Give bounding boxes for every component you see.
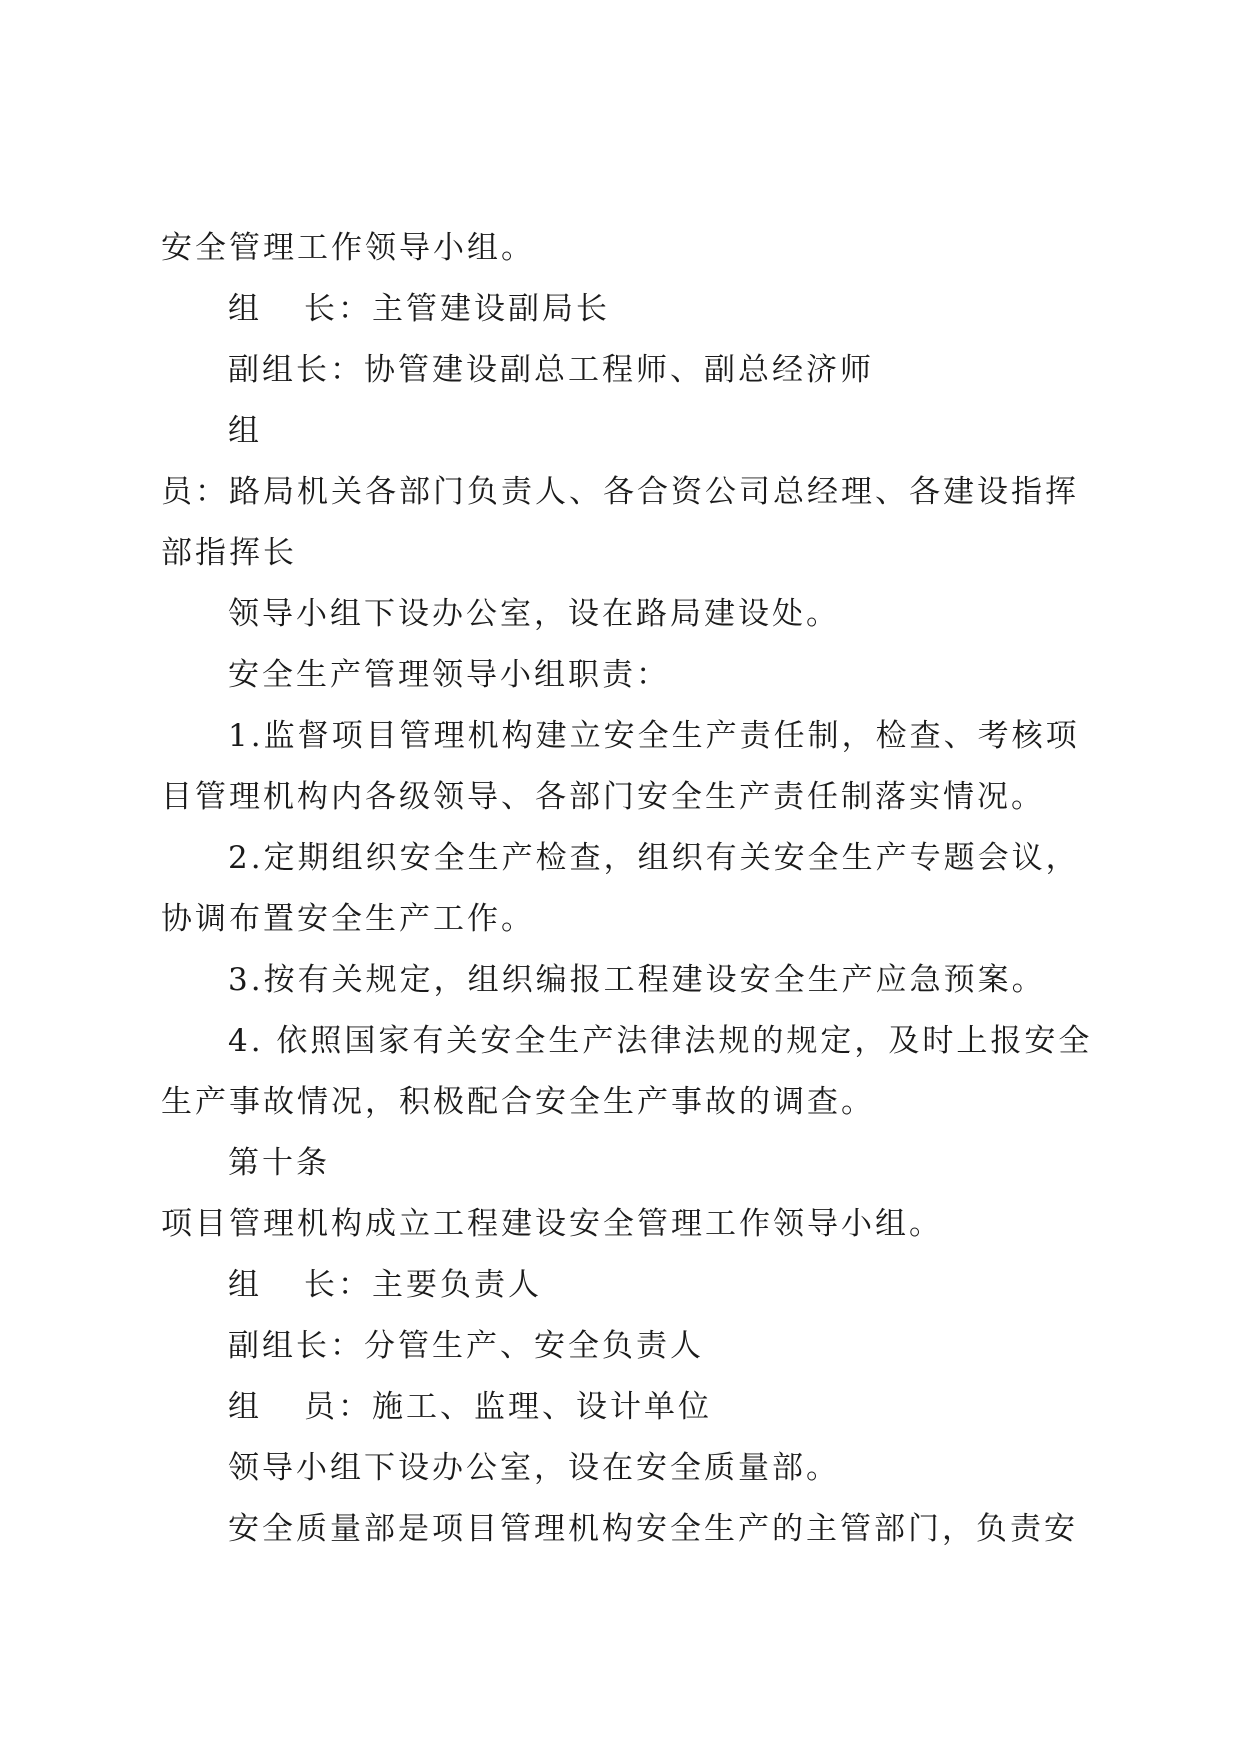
text-line-13: 3.按有关规定，组织编报工程建设安全生产应急预案。 (228, 962, 1046, 998)
text-line-19: 副组长：分管生产、安全负责人 (228, 1328, 704, 1364)
text-line-22: 安全质量部是项目管理机构安全生产的主管部门，负责安 (228, 1511, 1078, 1547)
article-heading: 第十条 (228, 1145, 330, 1181)
text-line-15: 生产事故情况，积极配合安全生产事故的调查。 (161, 1084, 875, 1120)
text-line-7: 领导小组下设办公室，设在路局建设处。 (228, 596, 840, 632)
label-zuzhang: 长：主管建设副局长 (304, 291, 610, 327)
text-line-3: 副组长：协管建设副总工程师、副总经济师 (228, 352, 874, 388)
label-zu-3: 组 (228, 1389, 262, 1425)
text-line-2 (228, 289, 610, 329)
text-line-11: 2.定期组织安全生产检查，组织有关安全生产专题会议， (228, 840, 1080, 876)
text-line-9: 1.监督项目管理机构建立安全生产责任制，检查、考核项 (228, 718, 1080, 754)
text-line-6: 部指挥长 (161, 535, 297, 571)
text-line-8: 安全生产管理领导小组职责： (228, 657, 670, 693)
text-line-5: 员：路局机关各部门负责人、各合资公司总经理、各建设指挥 (161, 474, 1079, 510)
text-line-12: 协调布置安全生产工作。 (161, 901, 535, 937)
text-line-17: 项目管理机构成立工程建设安全管理工作领导小组。 (161, 1206, 943, 1242)
text-line-14: 4. 依照国家有关安全生产法律法规的规定，及时上报安全 (228, 1023, 1093, 1059)
text-line-10: 目管理机构内各级领导、各部门安全生产责任制落实情况。 (161, 779, 1045, 815)
text-line-4: 组 (228, 413, 262, 449)
label-zu: 组 (228, 291, 262, 327)
text-line-1: 安全管理工作领导小组。 (161, 230, 535, 266)
label-zu-2: 组 (228, 1267, 262, 1303)
text-line-18 (228, 1265, 542, 1305)
label-zuyuan: 员：施工、监理、设计单位 (304, 1389, 712, 1425)
label-zuzhang-2: 长：主要负责人 (304, 1267, 542, 1303)
text-line-20 (228, 1387, 712, 1427)
text-line-21: 领导小组下设办公室，设在安全质量部。 (228, 1450, 840, 1486)
